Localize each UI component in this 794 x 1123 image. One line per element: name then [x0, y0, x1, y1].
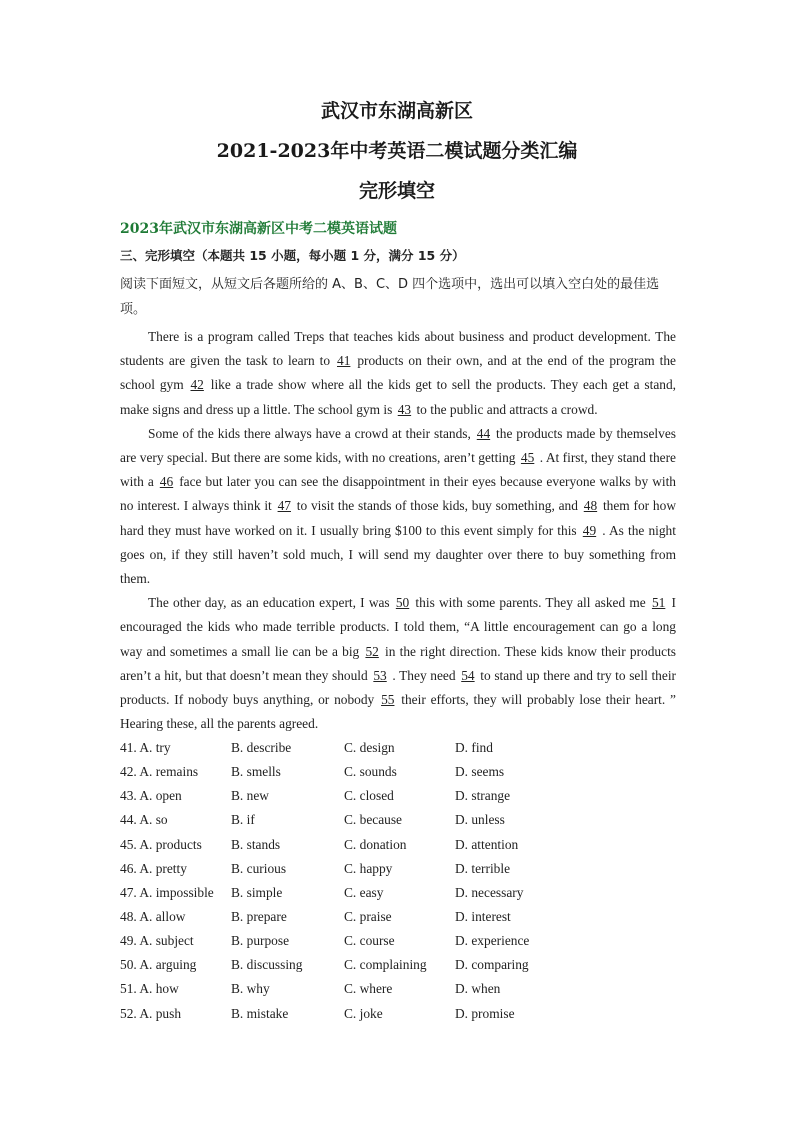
- option-c: C. complaining: [344, 957, 427, 973]
- blank-50: 50: [395, 595, 410, 611]
- option-d: D. attention: [455, 836, 519, 852]
- option-d: D. terrible: [455, 860, 511, 876]
- option-d: D. experience: [455, 933, 530, 949]
- passage-text: I encouraged the kids who made terrible products. I told them, “A little encouragement can go a long way and sometimes a small lie can be a big: [120, 595, 676, 659]
- option-c: C. happy: [344, 860, 393, 876]
- blank-43: 43: [397, 401, 412, 417]
- question-row: [120, 1002, 680, 1026]
- passage-text: . They need: [388, 667, 460, 683]
- option-c: C. praise: [344, 909, 392, 925]
- option-a: 46. A. pretty: [120, 860, 187, 876]
- passage-text: the products made by themselves are very special. But there are some kids, with no creations, aren’t getting: [120, 425, 677, 466]
- section-title: 2023年武汉市东湖高新区中考二模英语试题: [120, 221, 397, 237]
- passage-paragraph: [120, 422, 676, 591]
- option-a: 50. A. arguing: [120, 957, 197, 973]
- option-c: C. design: [344, 740, 395, 756]
- option-b: B. prepare: [231, 909, 287, 925]
- option-c: C. donation: [344, 836, 407, 852]
- option-a: 51. A. how: [120, 981, 179, 997]
- blank-41: 41: [337, 353, 351, 369]
- blank-49: 49: [582, 522, 597, 538]
- blank-46: 46: [159, 474, 174, 490]
- passage-text: in the right direction. These kids know their products aren’t a hit, but that doesn’t mean they should: [120, 643, 676, 683]
- passage-text: to stand up there and try to sell their products. If nobody buys anything, or nobody: [120, 667, 676, 708]
- option-a: 52. A. push: [120, 1005, 182, 1021]
- option-a: 41. A. try: [120, 740, 171, 756]
- question-row: [120, 857, 680, 881]
- passage-text: face but later you can see the disappointment in their eyes because everyone walks by with no interest. I always think it: [120, 474, 676, 514]
- option-a: 44. A. so: [120, 812, 168, 828]
- option-c: C. course: [344, 933, 395, 949]
- instructions-heading: 三、完形填空（本题共 15 小题，每小题 1 分，满分 15 分）: [120, 248, 465, 263]
- instructions-text: 阅读下面短文，从短文后各题所给的 A、B、C、D 四个选项中，选出可以填入空白处的最佳选项。: [120, 277, 660, 317]
- passage: [120, 325, 676, 736]
- option-d: D. interest: [455, 909, 511, 925]
- passage-paragraph: [120, 591, 676, 736]
- option-d: D. comparing: [455, 957, 529, 973]
- option-c: C. joke: [344, 1005, 383, 1021]
- passage-text: their efforts, they will probably lose their heart. ” Hearing these, all the parents agreed.: [120, 692, 676, 732]
- question-row: [120, 808, 680, 832]
- option-c: C. closed: [344, 788, 394, 804]
- question-row: [120, 977, 680, 1001]
- question-row: [120, 953, 680, 977]
- option-d: D. seems: [455, 764, 505, 780]
- option-b: B. mistake: [231, 1005, 289, 1021]
- passage-paragraph: [120, 325, 676, 422]
- option-d: D. when: [455, 981, 501, 997]
- passage-text: Some of the kids there always have a crowd at their stands,: [148, 425, 475, 441]
- blank-47: 47: [277, 498, 291, 514]
- option-b: B. curious: [231, 860, 287, 876]
- blank-52: 52: [365, 643, 379, 659]
- question-row: [120, 833, 680, 857]
- blank-45: 45: [520, 450, 535, 466]
- option-a: 45. A. products: [120, 836, 202, 852]
- document-title-region: 武汉市东湖高新区: [320, 100, 473, 122]
- question-row: [120, 760, 680, 784]
- option-b: B. new: [231, 788, 269, 804]
- question-row: [120, 881, 680, 905]
- option-c: C. sounds: [344, 764, 397, 780]
- question-row: [120, 736, 680, 760]
- question-row: [120, 905, 680, 929]
- blank-42: 42: [190, 377, 204, 393]
- option-a: 49. A. subject: [120, 933, 194, 949]
- document-title-topic: 完形填空: [358, 180, 435, 202]
- option-b: B. stands: [231, 836, 281, 852]
- blank-51: 51: [651, 595, 666, 611]
- passage-text: There is a program called Treps that teaches kids about business and product development. The students are given the task to learn to: [120, 329, 676, 369]
- option-b: B. describe: [231, 740, 292, 756]
- option-d: D. unless: [455, 812, 505, 828]
- passage-text: . As the night goes on, if they still haven’t sold much, I will send my daughter over there to buy something from them.: [120, 522, 676, 587]
- option-c: C. where: [344, 981, 393, 997]
- question-row: [120, 784, 680, 808]
- option-d: D. promise: [455, 1005, 515, 1021]
- option-a: 43. A. open: [120, 788, 182, 804]
- option-a: 48. A. allow: [120, 909, 186, 925]
- option-b: B. simple: [231, 884, 283, 900]
- option-b: B. purpose: [231, 933, 290, 949]
- option-c: C. because: [344, 812, 403, 828]
- passage-text: this with some parents. They all asked me: [411, 595, 650, 611]
- blank-53: 53: [373, 667, 387, 683]
- option-a: 42. A. remains: [120, 764, 199, 780]
- option-d: D. find: [455, 740, 493, 756]
- passage-text: them for how hard they must have worked on it. I usually bring $100 to this event simply for this: [120, 498, 676, 538]
- options-list: [120, 736, 680, 1026]
- blank-48: 48: [583, 498, 598, 514]
- option-c: C. easy: [344, 884, 384, 900]
- option-b: B. discussing: [231, 957, 303, 973]
- passage-text: . At first, they stand there with a: [120, 450, 676, 490]
- passage-text: to the public and attracts a crowd.: [413, 401, 598, 417]
- blank-44: 44: [476, 425, 491, 441]
- blank-55: 55: [381, 692, 395, 708]
- passage-text: like a trade show where all the kids get to sell the products. They each get a stand, make signs and dress up a little. The school gym is: [120, 377, 676, 417]
- option-b: B. if: [231, 812, 255, 828]
- blank-54: 54: [461, 667, 475, 683]
- option-a: 47. A. impossible: [120, 884, 214, 900]
- option-b: B. why: [231, 981, 270, 997]
- passage-text: products on their own, and at the end of the program the school gym: [120, 353, 676, 393]
- question-row: [120, 929, 680, 953]
- passage-text: to visit the stands of those kids, buy something, and: [292, 498, 582, 514]
- option-d: D. necessary: [455, 884, 524, 900]
- passage-text: The other day, as an education expert, I was: [148, 595, 394, 611]
- document-title-years: 2021-2023年中考英语二模试题分类汇编: [216, 140, 578, 162]
- option-d: D. strange: [455, 788, 511, 804]
- option-b: B. smells: [231, 764, 281, 780]
